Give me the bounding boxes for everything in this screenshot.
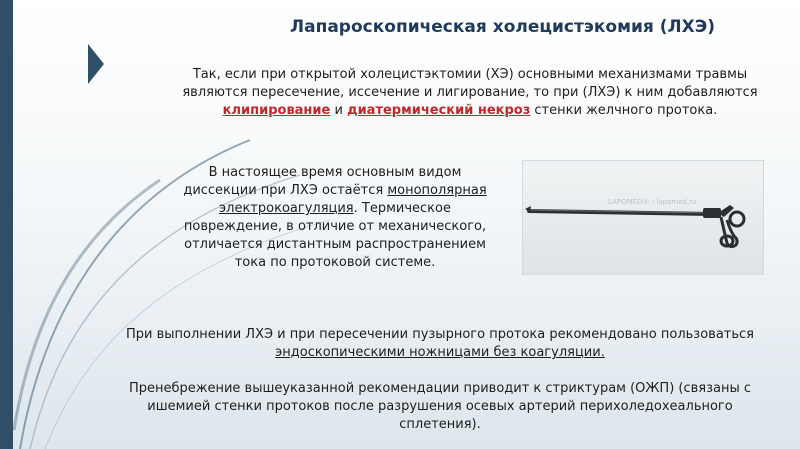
instrument-photo <box>522 160 764 275</box>
paragraph-consequence: Пренебрежение вышеуказанной рекомендации приводит к стриктурам (ОЖП) (связаны с ишемией стенки протоков после разрушения осевых артерий перихоледохеального сплетения). <box>128 381 752 432</box>
dissection-text-after: . Термическое повреждение, в отличие от механического, отличается дистантным распространением тока по протоковой системе. <box>183 201 487 270</box>
laparoscopic-scissors-image <box>523 161 763 274</box>
term-endoscopic-scissors: эндоскопическими ножницами без коагуляции. <box>275 345 605 360</box>
term-monopolar-electrocoagulation: монополярная электрокоагуляция <box>219 183 487 216</box>
paragraph-dissection <box>170 164 500 272</box>
recommendation-text: При выполнении ЛХЭ и при пересечении пузырного протока рекомендовано пользоваться <box>125 327 755 342</box>
watermark-text: LAPOMED® - lapomed.ru <box>608 198 697 206</box>
paragraph-intro <box>160 66 780 120</box>
slide-title: Лапароскопическая холецистэкомия (ЛХЭ) <box>290 17 715 37</box>
intro-text-before: Так, если при открытой холецистэктомии (ХЭ) основными механизмами травмы являются пересечение, иссечение и лигирование, то при (ЛХЭ) к ним добавляются <box>182 67 758 100</box>
intro-text-after: стенки желчного протока. <box>530 103 718 118</box>
term-diathermic-necrosis: диатермический некроз <box>347 103 531 118</box>
dissection-text-before: В настоящее время основным видом диссекции при ЛХЭ остаётся <box>183 165 462 198</box>
intro-text-mid: и <box>330 103 348 118</box>
term-clipping: клипирование <box>222 103 331 118</box>
chevron-right-icon <box>88 44 104 84</box>
paragraph-recommendation <box>120 326 760 362</box>
